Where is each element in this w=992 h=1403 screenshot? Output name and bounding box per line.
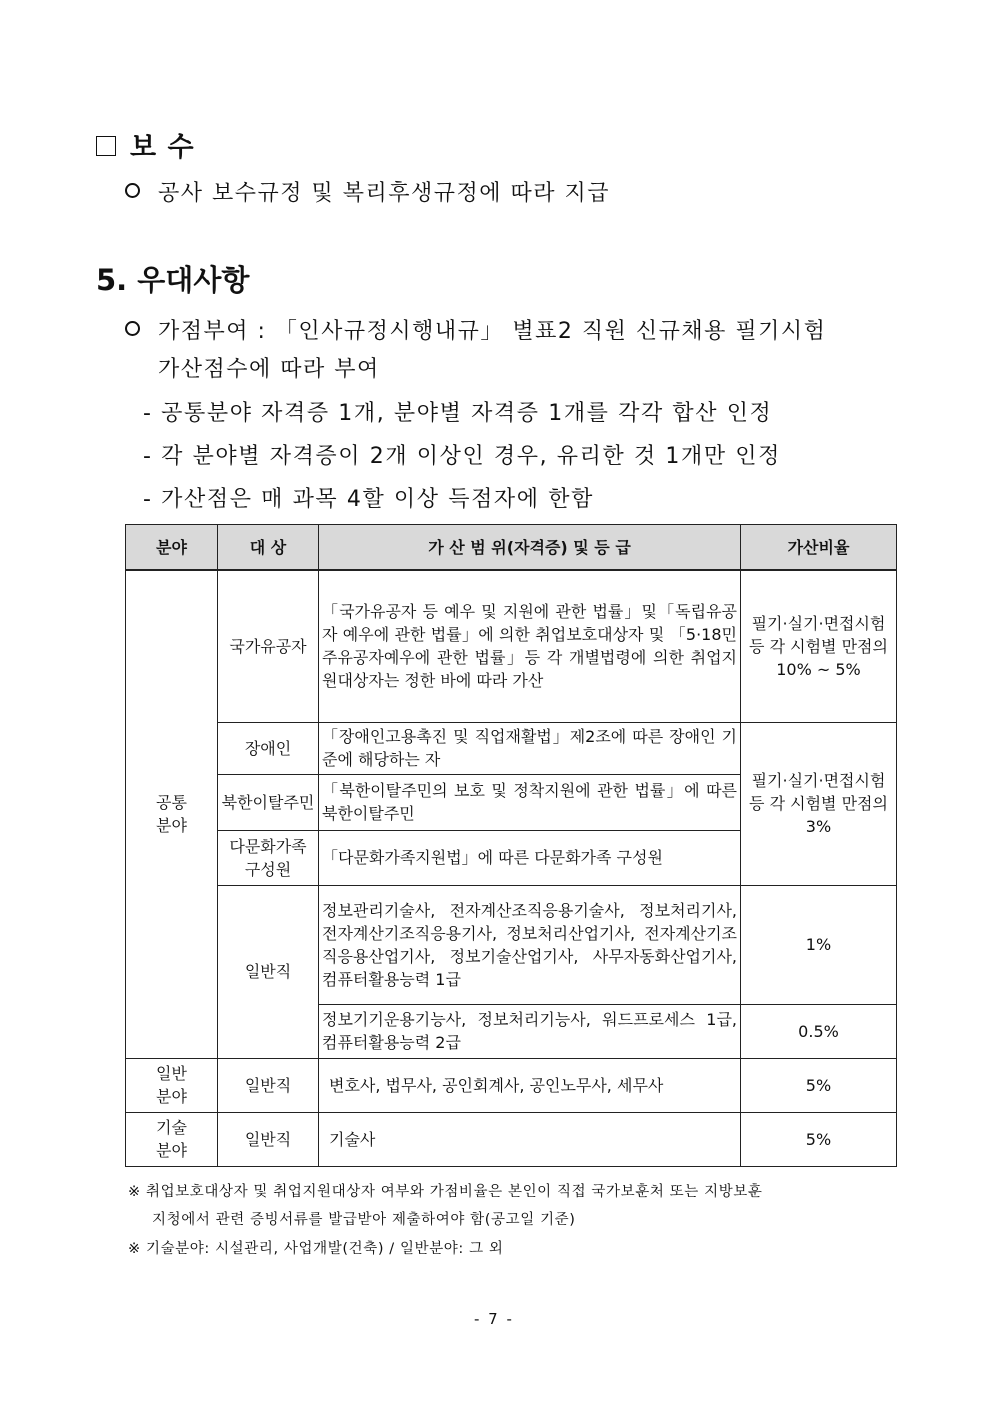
header-scope: 가 산 범 위(자격증) 및 등 급	[319, 525, 741, 571]
target-cell: 다문화가족 구성원	[218, 830, 319, 885]
header-rate: 가산비율	[741, 525, 897, 571]
rate-cell: 0.5%	[741, 1004, 897, 1058]
circle-bullet-icon	[125, 183, 140, 198]
rate-cell: 필기·실기·면접시험 등 각 시험별 만점의 10% ~ 5%	[741, 570, 897, 722]
dash-item: - 각 분야별 자격증이 2개 이상인 경우, 유리한 것 1개만 인정	[143, 444, 782, 469]
main-heading: 5. 우대사항	[96, 263, 250, 297]
target-cell: 북한이탈주민	[218, 774, 319, 830]
field-tech: 기술 분야	[126, 1112, 218, 1166]
bullet-main-line1: 가점부여 : 「인사규정시행내규」 별표2 직원 신규채용 필기시험	[158, 319, 827, 344]
scope-cell: 정보관리기술사, 전자계산조직응용기술사, 정보처리기사, 전자계산기조직응용기사, 정보처리산업기사, 전자계산기조직응용산업기사, 정보기술산업기사, 사무자동화산업기사, 컴퓨터활용능력 1급	[319, 885, 741, 1004]
table-row	[126, 1112, 897, 1166]
table-row	[126, 722, 897, 774]
section-title-text: 보 수	[130, 132, 195, 163]
table-row	[126, 885, 897, 1004]
scope-cell: 기술사	[319, 1112, 741, 1166]
target-cell: 장애인	[218, 722, 319, 774]
scope-cell: 「북한이탈주민의 보호 및 정착지원에 관한 법률」에 따른 북한이탈주민	[319, 774, 741, 830]
field-common: 공통 분야	[126, 570, 218, 1058]
note-1-line1: ※ 취업보호대상자 및 취업지원대상자 여부와 가점비율은 본인이 직접 국가보훈처 또는 지방보훈	[128, 1184, 763, 1200]
field-general: 일반 분야	[126, 1058, 218, 1112]
scope-cell: 「국가유공자 등 예우 및 지원에 관한 법률」및「독립유공자 예우에 관한 법률」에 의한 취업보호대상자 및 「5·18민주유공자예우에 관한 법률」등 각 개별법령에 의한 취업지원대상자는 정한 바에 따라 가산	[319, 570, 741, 722]
checkbox-square-icon	[96, 136, 116, 156]
rate-cell: 5%	[741, 1058, 897, 1112]
scope-cell: 정보기기운용기능사, 정보처리기능사, 워드프로세스 1급, 컴퓨터활용능력 2급	[319, 1004, 741, 1058]
section-bullet	[125, 176, 610, 207]
target-cell: 국가유공자	[218, 570, 319, 722]
note-2: ※ 기술분야: 시설관리, 사업개발(건축) / 일반분야: 그 외	[128, 1241, 504, 1257]
bonus-table	[125, 524, 897, 1167]
table-row	[126, 1058, 897, 1112]
rate-cell: 필기·실기·면접시험 등 각 시험별 만점의 3%	[741, 722, 897, 885]
table-header-row	[126, 525, 897, 571]
dash-item: - 가산점은 매 과목 4할 이상 득점자에 한함	[143, 487, 594, 512]
scope-cell: 변호사, 법무사, 공인회계사, 공인노무사, 세무사	[319, 1058, 741, 1112]
rate-cell: 5%	[741, 1112, 897, 1166]
rate-cell: 1%	[741, 885, 897, 1004]
circle-bullet-icon	[125, 321, 140, 336]
target-cell: 일반직	[218, 1112, 319, 1166]
scope-cell: 「다문화가족지원법」에 따른 다문화가족 구성원	[319, 830, 741, 885]
target-cell: 일반직	[218, 885, 319, 1058]
section-title	[96, 125, 195, 164]
header-field: 분야	[126, 525, 218, 571]
page-number: - 7 -	[474, 1310, 514, 1328]
target-cell: 일반직	[218, 1058, 319, 1112]
dash-item: - 공통분야 자격증 1개, 분야별 자격증 1개를 각각 합산 인정	[143, 401, 773, 426]
header-target: 대 상	[218, 525, 319, 571]
section-bullet-text: 공사 보수규정 및 복리후생규정에 따라 지급	[158, 181, 611, 206]
bullet-main	[125, 314, 826, 345]
bullet-main-line2: 가산점수에 따라 부여	[158, 357, 380, 382]
scope-cell: 「장애인고용촉진 및 직업재활법」제2조에 따른 장애인 기준에 해당하는 자	[319, 722, 741, 774]
table-row	[126, 570, 897, 722]
note-1-line2: 지청에서 관련 증빙서류를 발급받아 제출하여야 함(공고일 기준)	[152, 1212, 576, 1228]
